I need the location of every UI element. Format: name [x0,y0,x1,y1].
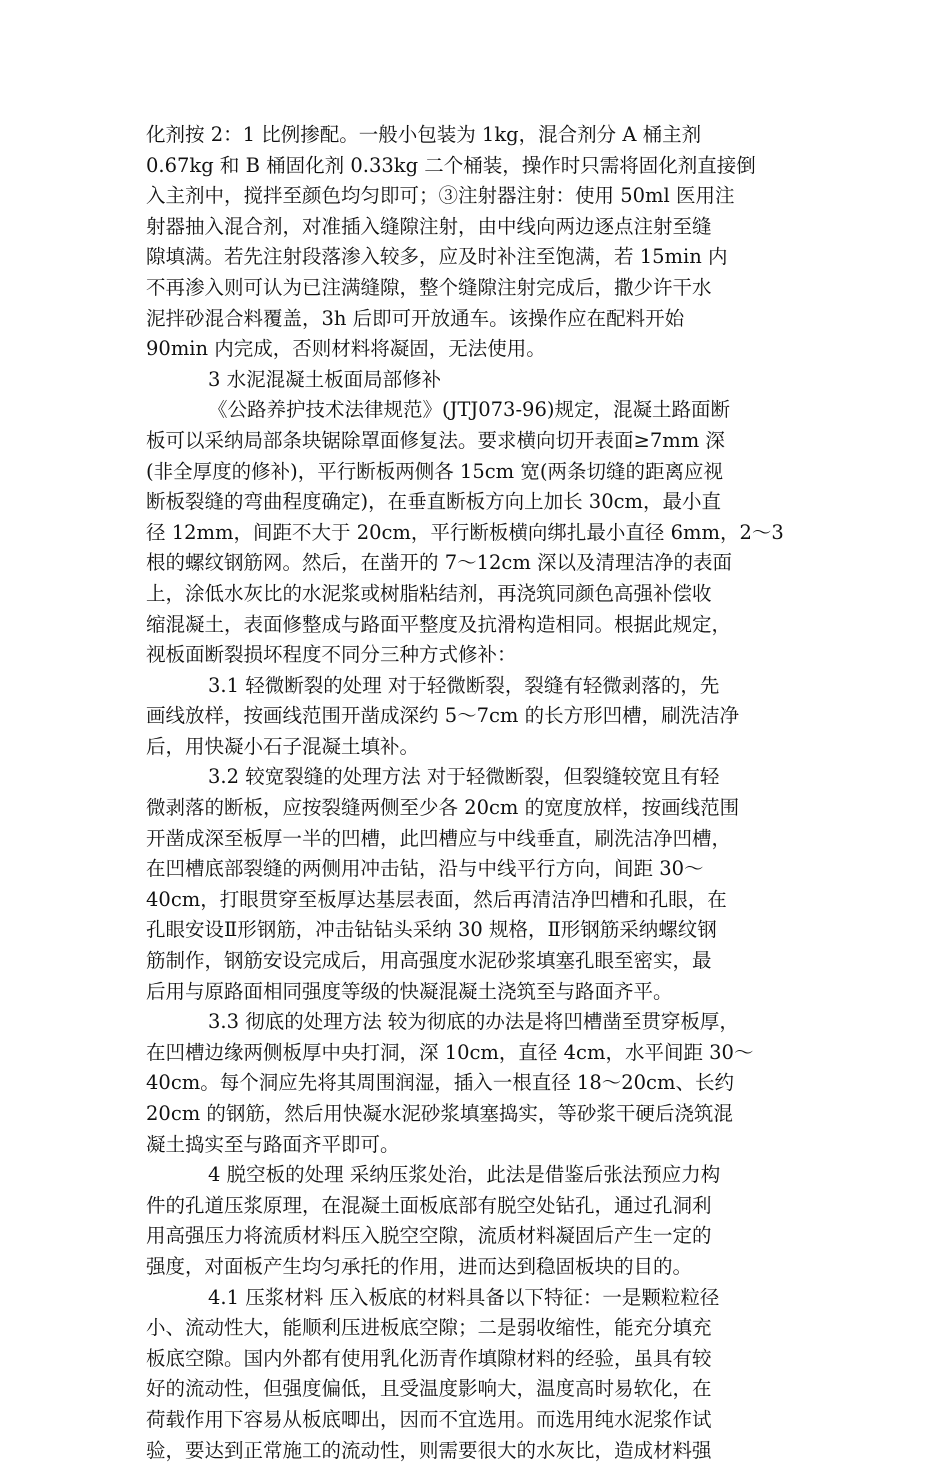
text-line: 用高强压力将流质材料压入脱空空隙，流质材料凝固后产生一定的 [146,1224,712,1248]
body-text [146,120,806,1466]
text-line: 开凿成深至板厚一半的凹槽，此凹槽应与中线垂直，刷洗洁净凹槽， [146,826,732,850]
text-line: 后用与原路面相同强度等级的快凝混凝土浇筑至与路面齐平。 [146,979,673,1003]
text-line: 件的孔道压浆原理，在混凝土面板底部有脱空处钻孔，通过孔洞利 [146,1193,712,1217]
text-line: 断板裂缝的弯曲程度确定)，在垂直断板方向上加长 30cm，最小直 [146,490,722,514]
text-line: 筋制作，钢筋安设完成后，用高强度水泥砂浆填塞孔眼至密实，最 [146,949,712,973]
text-line: 板底空隙。国内外都有使用乳化沥青作填隙材料的经验，虽具有较 [146,1346,712,1370]
text-line: 根的螺纹钢筋网。然后，在凿开的 7～12cm 深以及清理洁净的表面 [146,551,733,575]
text-line: 荷载作用下容易从板底唧出，因而不宜选用。而选用纯水泥浆作试 [146,1407,712,1431]
text-line: 泥拌砂混合料覆盖，3h 后即可开放通车。该操作应在配料开始 [146,306,685,330]
text-line: 画线放样，按画线范围开凿成深约 5～7cm 的长方形凹槽，刷洗洁净 [146,704,740,728]
paragraph-start-line: 4 脱空板的处理 采纳压浆处治，此法是借鉴后张法预应力构 [208,1163,721,1187]
paragraph-start-line: 3 水泥混凝土板面局部修补 [208,367,442,391]
paragraph-start-line: 4.1 压浆材料 压入板底的材料具备以下特征：一是颗粒粒径 [208,1285,720,1309]
text-line: 强度，对面板产生均匀承托的作用，进而达到稳固板块的目的。 [146,1254,693,1278]
text-line: 验，要达到正常施工的流动性，则需要很大的水灰比，造成材料强 [146,1438,712,1462]
text-line: 上，涂低水灰比的水泥浆或树脂粘结剂，再浇筑同颜色高强补偿收 [146,581,712,605]
text-line: 在凹槽边缘两侧板厚中央打洞，深 10cm，直径 4cm，水平间距 30～ [146,1040,754,1064]
paragraph-start-line: 3.2 较宽裂缝的处理方法 对于轻微断裂，但裂缝较宽且有轻 [208,765,720,789]
text-line: 化剂按 2：1 比例掺配。一般小包装为 1kg，混合剂分 A 桶主剂 [146,123,702,146]
text-line: 不再渗入则可认为已注满缝隙，整个缝隙注射完成后，撒少许干水 [146,275,712,299]
text-line: 入主剂中，搅拌至颜色均匀即可；③注射器注射：使用 50ml 医用注 [146,184,735,208]
text-line: 90min 内完成，否则材料将凝固，无法使用。 [146,337,546,361]
text-line: 40cm，打眼贯穿至板厚达基层表面，然后再清洁净凹槽和孔眼，在 [146,887,727,911]
text-line: 小、流动性大，能顺利压进板底空隙；二是弱收缩性，能充分填充 [146,1316,712,1340]
text-line: 微剥落的断板，应按裂缝两侧至少各 20cm 的宽度放样，按画线范围 [146,796,740,820]
text-line: 20cm 的钢筋，然后用快凝水泥砂浆填塞捣实，等砂浆干硬后浇筑混 [146,1102,733,1125]
text-line: 孔眼安设Ⅱ形钢筋，冲击钻钻头采纳 30 规格，Ⅱ形钢筋采纳螺纹钢 [146,918,717,942]
text-line: 0.67kg 和 B 桶固化剂 0.33kg 二个桶装，操作时只需将固化剂直接倒 [146,153,756,177]
paragraph-start-line: 3.1 轻微断裂的处理 对于轻微断裂，裂缝有轻微剥落的，先 [208,673,720,697]
text-line: 隙填满。若先注射段落渗入较多，应及时补注至饱满，若 15min 内 [146,245,728,269]
paragraph-start-line: 《公路养护技术法律规范》(JTJ073-96)规定，混凝土路面断 [208,398,730,422]
text-line: 在凹槽底部裂缝的两侧用冲击钻，沿与中线平行方向，间距 30～ [146,857,704,881]
text-line: 40cm。每个洞应先将其周围润湿，插入一根直径 18～20cm、长约 [146,1071,734,1095]
text-line: 后，用快凝小石子混凝土填补。 [146,734,420,758]
text-line: 好的流动性，但强度偏低，且受温度影响大，温度高时易软化，在 [146,1377,712,1401]
text-line: 视板面断裂损坏程度不同分三种方式修补： [146,643,517,667]
text-line: 缩混凝土，表面修整成与路面平整度及抗滑构造相同。根据此规定， [146,612,732,636]
text-line: (非全厚度的修补)，平行断板两侧各 15cm 宽(两条切缝的距离应视 [146,459,723,483]
paragraph-start-line: 3.3 彻底的处理方法 较为彻底的办法是将凹槽凿至贯穿板厚， [208,1010,739,1034]
text-line: 板可以采纳局部条块锯除罩面修复法。要求横向切开表面≥7mm 深 [146,428,725,452]
text-line: 凝土捣实至与路面齐平即可。 [146,1132,400,1156]
text-line: 射器抽入混合剂，对准插入缝隙注射，由中线向两边逐点注射至缝 [146,214,712,238]
text-line: 径 12mm，间距不大于 20cm，平行断板横向绑扎最小直径 6mm，2～3 [146,520,784,544]
